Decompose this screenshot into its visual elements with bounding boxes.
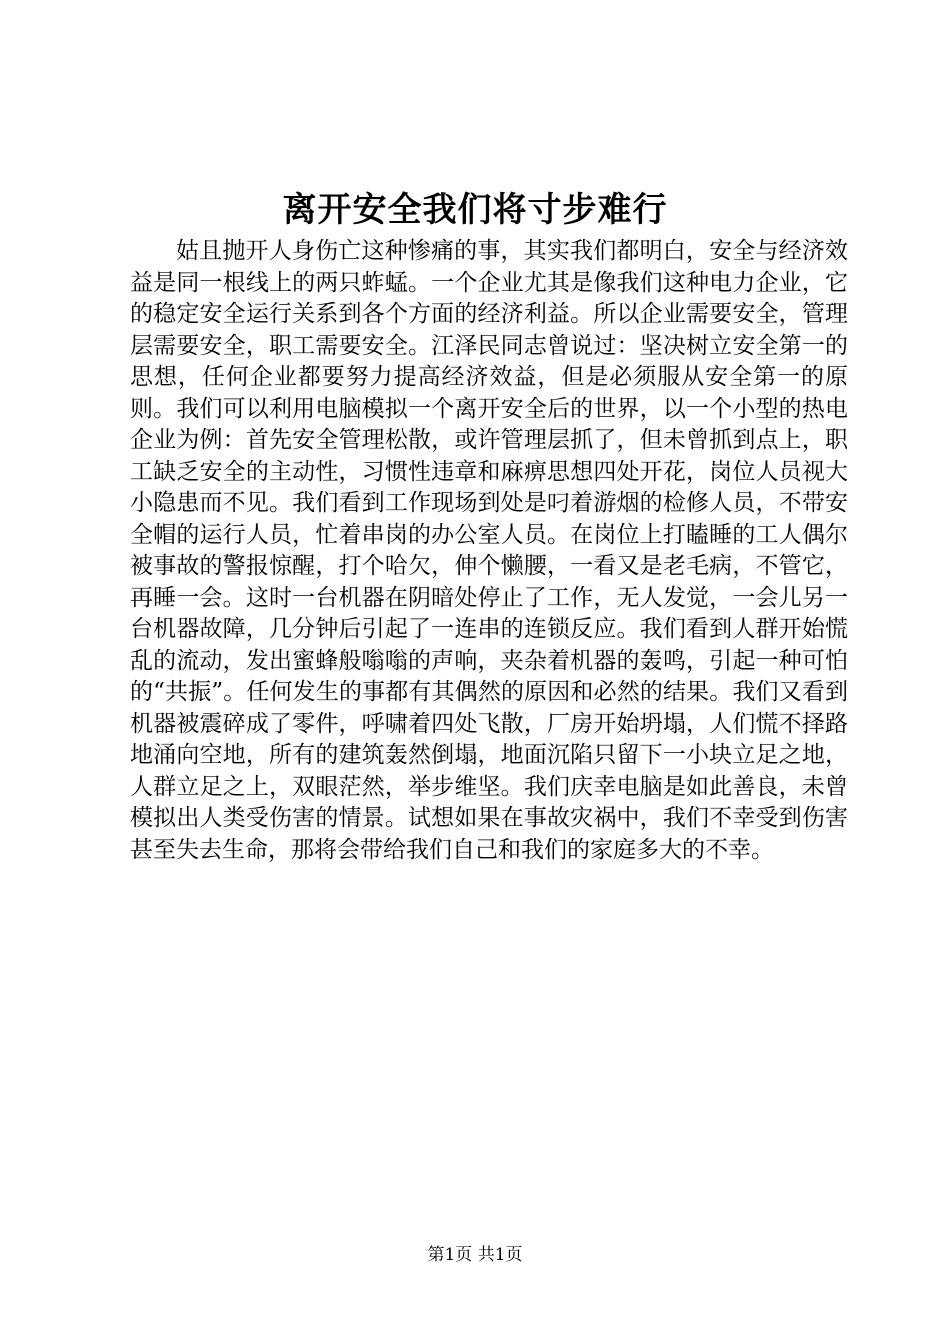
page-footer: 第1页 共1页 [427,1245,523,1265]
document-title: 离开安全我们将寸步难行 [282,190,668,230]
document-body: 姑且抛开人身伤亡这种惨痛的事，其实我们都明白，安全与经济效益是同一根线上的两只蚱蜢。一个企业尤其是像我们这种电力企业，它的稳定安全运行关系到各个方面的经济利益。所以企业需要安全，管理层需要安全，职工需要安全。江泽民同志曾说过：坚决树立安全第一的思想，任何企业都要努力提高经济效益，但是必须服从安全第一的原则。我们可以利用电脑模拟一个离开安全后的世界，以一个小型的热电企业为例：首先安全管理松散，或许管理层抓了，但未曾抓到点上，职工缺乏安全的主动性，习惯性违章和麻痹思想四处开花，岗位人员视大小隐患而不见。我们看到工作现场到处是叼着游烟的检修人员，不带安全帽的运行人员，忙着串岗的办公室人员。在岗位上打瞌睡的工人偶尔被事故的警报惊醒，打个哈欠，伸个懒腰，一看又是老毛病，不管它，再睡一会。这时一台机器在阴暗处停止了工作，无人发觉，一会儿另一台机器故障，几分钟后引起了一连串的连锁反应。我们看到人群开始慌乱的流动，发出蜜蜂般嗡嗡的声响，夹杂着机器的轰鸣，引起一种可怕的“共振”。任何发生的事都有其偶然的原因和必然的结果。我们又看到机器被震碎成了零件，呼啸着四处飞散，厂房开始坍塌，人们慌不择路地涌向空地，所有的建筑轰然倒塌，地面沉陷只留下一小块立足之地，人群立足之上，双眼茫然，举步维坚。我们庆幸电脑是如此善良，未曾模拟出人类受伤害的情景。试想如果在事故灾祸中，我们不幸受到伤害甚至失去生命，那将会带给我们自己和我们的家庭多大的不幸。 [130,238,848,863]
